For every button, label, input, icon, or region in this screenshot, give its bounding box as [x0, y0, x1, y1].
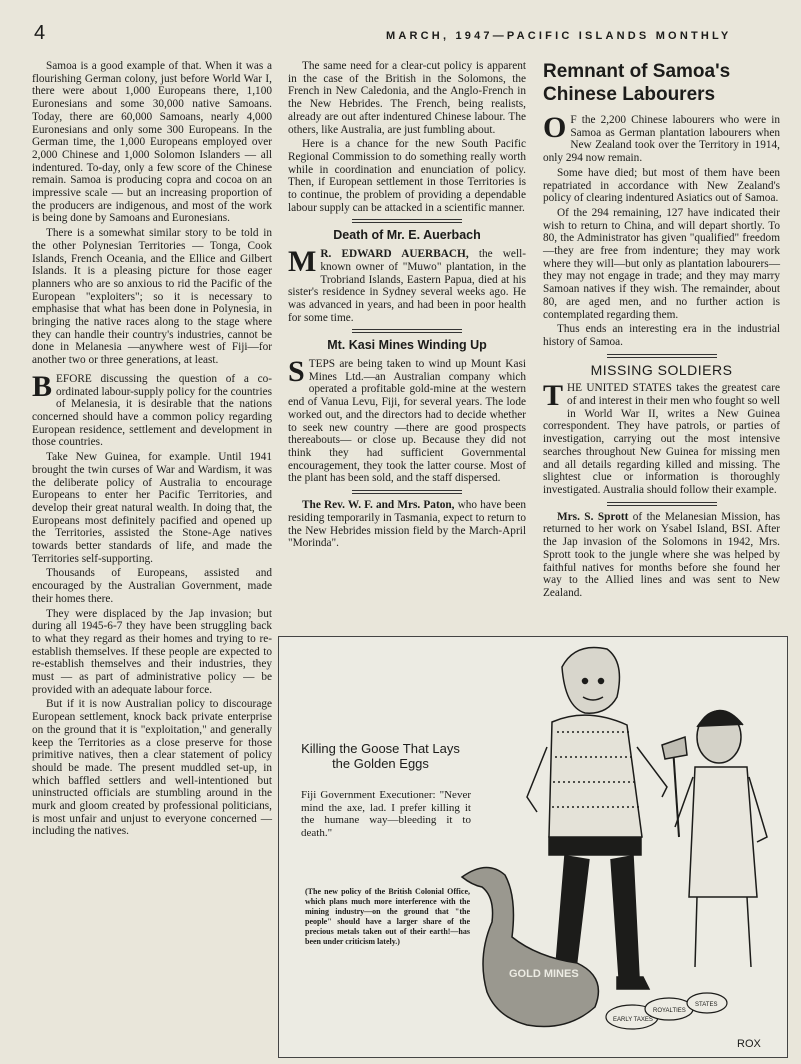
drop-cap: T [543, 379, 564, 413]
artist-signature: ROX [737, 1038, 761, 1050]
cartoon-note: (The new policy of the British Colonial Office, which plans much more interference with the mining industry—on the ground that "the people" should have a larger share of the precious metals taken out of their earth!—has been under criticism lately.) [305, 887, 470, 946]
paragraph: Take New Guinea, for example. Until 1941 brought the twin curses of War and Wardism, it was the deliberate policy of Australia to encourage Europeans to enter her Pacific Territories, and develop their great natural wealth. In doing that, the Europeans most definitely pacified and opened up the Territories, assisted the Stone-Age natives towards better standards of life, and made the Territories self-supporting. [32, 451, 272, 565]
paragraph [543, 111, 780, 165]
middle-column [288, 60, 526, 552]
drop-cap: O [543, 111, 567, 144]
paragraph: There is a somewhat similar story to be told in the other Polynesian Territories — Tonga, Cook Islands, French Oceania, and the Ellice and Gilbert Islands. It is a pleasing picture for those eager planners who are so anxious to rid the Pacific of the European "exploiters"; so it is necessary to emphasise that what has been done in Polynesia, in bringing the native races along to the stage where they can handle their country's industries, cannot be done in Melanesia —anywhere west of Fiji—for another two or three generations, at least. [32, 227, 272, 367]
divider [607, 354, 717, 358]
drop-cap: S [288, 355, 305, 389]
divider [352, 219, 462, 223]
section-title-kasi: Mt. Kasi Mines Winding Up [327, 338, 487, 353]
paragraph [32, 369, 272, 449]
paragraph: Thousands of Europeans, assisted and encouraged by the Australian Government, made their homes there. [32, 567, 272, 605]
cartoon-illustration [457, 637, 787, 1057]
cartoon-title: Killing the Goose That Lays the Golden Eggs [301, 741, 460, 771]
person-name: R. EDWARD AUERBACH, [320, 248, 469, 261]
paragraph-text: of the Melanesian Mission, has returned to her work on Ysabel Island, BSI. After the Jap invasion of the Solomons in 1942, Mrs. Sprott took to the jungle where she was helped by faithful natives for months before she found her way to the Allied lines and was sent to New Zealand. [543, 510, 780, 599]
paragraph-text: HE UNITED STATES takes the greatest care of and interest in their men who fought so well in World War II, writes a New Guinea correspondent. They have patrols, or parties of investigation, carrying out the most intensive searches throughout New Guinea for missing men and all details regarding killed and missing. The slightest clue or information is thoroughly investigated. Australia should follow their example. [543, 382, 780, 496]
divider [352, 490, 462, 494]
bag-label: EARLY TAXES [613, 1017, 653, 1023]
article-title-samoa: Remnant of Samoa's Chinese Labourers [543, 61, 731, 105]
person-name: The Rev. W. F. and Mrs. Paton, [302, 499, 455, 512]
paragraph-text: TEPS are being taken to wind up Mount Kasi Mines Ltd.—an Australian company which operated a profitable gold-mine at the western end of Vanua Levu, Fiji, for several years. The lode worked out, and the directors had to decide whether to seek new country —there are good prospects thereabouts— or close up. Because they did not think they had sufficient Governmental encouragement, they took the latter course. Most of the plant has been sold, and the staff dispersed. [288, 358, 526, 485]
person-name: Mrs. S. Sprott [557, 510, 629, 523]
paragraph: The same need for a clear-cut policy is apparent in the case of the British in the Solomons, the French in New Caledonia, and the Anglo-French in the New Hebrides. The French, being realists, already are out after indentured Chinese labour. The others, like Australia, are just fumbling about. [288, 60, 526, 136]
paragraph [543, 379, 780, 496]
page-number: 4 [34, 22, 46, 44]
paragraph: Here is a chance for the new South Pacific Regional Commission to do something really worth while in coordination and enunciation of policy. Then, if European settlement in those Territories is to continue, the problem of providing a dependable labour supply can be attacked in a scientific manner. [288, 138, 526, 214]
bag-label: ROYALTIES [653, 1008, 686, 1014]
paragraph: Samoa is a good example of that. When it was a flourishing German colony, just before World War I, there were about 1,000 Europeans there, 1,100 Euronesians and some 30,000 native Samoans. Today, there are 60,000 Samoans, nearly 4,000 Euronesians and only some 300 Europeans. In the German time, the 1,000 Europeans employed over 2,000 Chinese and 1,000 Solomon Islanders — all indentured. To-day, only a few score of the Chinese remain. Samoa is producing copra and cocoa on an impressive scale — but an increasing proportion of the producers are indigenous, and most of the work is being done by Samoans and Euronesians. [32, 60, 272, 225]
paragraph [288, 499, 526, 550]
cartoon-caption: Fiji Government Executioner: "Never mind the axe, lad. I prefer killing it the humane way—bleeding it to death." [301, 789, 471, 839]
right-column [543, 60, 780, 602]
paragraph: Of the 294 remaining, 127 have indicated their wish to return to China, and will depart shortly. To 80, the Administrator has given "qualified" freedom—they are free from indenture; they may work where they will—but only as plantation labourers—they may not engage in trade; and they may marry Samoan natives if they wish. The remainder, about 80, are aged men, and no further action is contemplated regarding them. [543, 206, 780, 321]
paragraph-text: who have been residing temporarily in Tasmania, expect to return to the New Hebrides mission field by the March-April "Morinda". [288, 499, 527, 550]
paragraph: They were displaced by the Jap invasion; but during all 1945-6-7 they have been struggling back to what they regard as their homes and trying to re-establish themselves. If these people are expected to re-establish themselves and their industries, they must — as part of administrative policy — be provided with an adequate labour force. [32, 607, 272, 696]
section-title-auerbach: Death of Mr. E. Auerbach [333, 228, 481, 243]
left-column [32, 60, 272, 840]
executioner-figure [527, 647, 667, 989]
paragraph-text: EFORE discussing the question of a co-ordinated labour-supply policy for the countries of Melanesia, it is desirable that the nations concerned should have a common policy regarding European residence, settlement and development in those countries. [32, 372, 272, 449]
running-header: MARCH, 1947—PACIFIC ISLANDS MONTHLY [386, 30, 732, 42]
paragraph-text: F the 2,200 Chinese labourers who were in Samoa as German plantation labourers when New Zealand took over the Territory in 1914, only 294 now remain. [543, 114, 780, 165]
drop-cap: M [288, 245, 317, 279]
drop-cap: B [32, 369, 53, 403]
paragraph [543, 511, 780, 600]
paragraph: But if it is now Australian policy to discourage European settlement, knock back private enterprise on the ground that it is "exploitation," and generally keep the Territories as a close preserve for those primitive natives, then a clear statement of policy should be made. The present muddled set-up, in which baffled settlers and well-intentioned but uninstructed officials are stumbling around in the murk and gloom created by professional politicians, is most unfair and unjust to everyone concerned — including the natives. [32, 698, 272, 838]
paragraph [288, 355, 526, 485]
money-bags [606, 993, 727, 1029]
bag-label: STATES [695, 1002, 718, 1008]
divider [352, 329, 462, 333]
goose-label: GOLD MINES [509, 968, 579, 980]
divider [607, 502, 717, 506]
cartoon [278, 636, 788, 1058]
second-figure [662, 710, 767, 967]
paragraph: Thus ends an interesting era in the industrial history of Samoa. [543, 323, 780, 348]
paragraph: Some have died; but most of them have been repatriated in accordance with New Zealand's policy of clearing indentured Asiatics out of Samoa. [543, 166, 780, 205]
paragraph [288, 245, 526, 324]
section-title-missing: MISSING SOLDIERS [590, 361, 733, 378]
paragraph-text: the well-known owner of "Muwo" plantation, in the Trobriand Islands, Eastern Papua, died at his sister's residence in Sydney several weeks ago. He was advanced in years, and had been in poor health for some time. [288, 248, 526, 324]
